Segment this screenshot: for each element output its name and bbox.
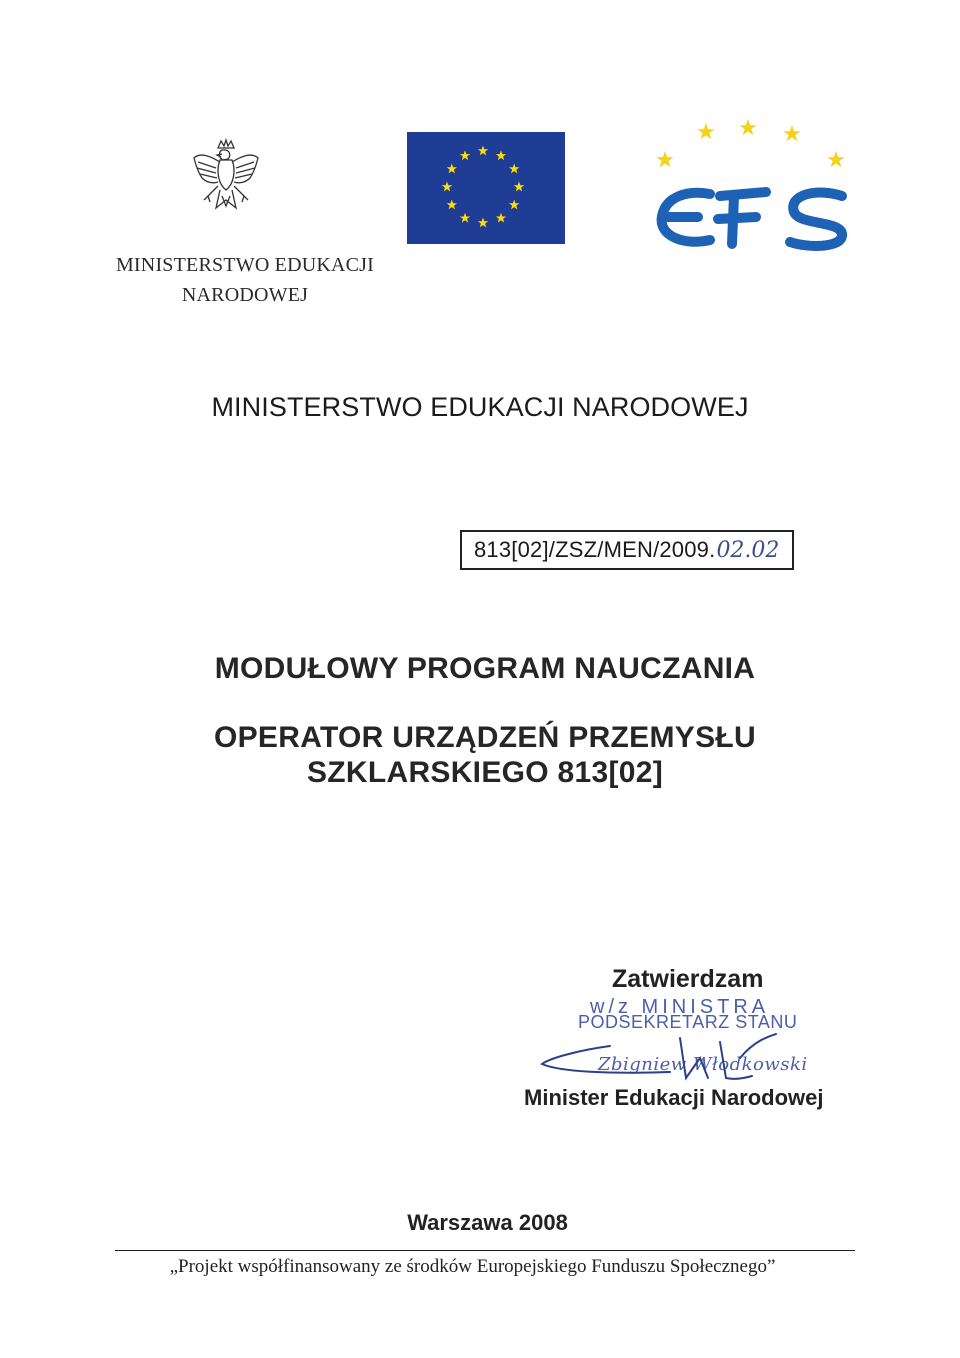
profession-title-line2: SZKLARSKIEGO 813[02] — [306, 756, 664, 789]
doc-number-box — [460, 530, 794, 570]
footer-divider — [115, 1250, 855, 1251]
program-title: MODUŁOWY PROGRAM NAUCZANIA — [214, 652, 756, 685]
approval-label: Zatwierdzam — [612, 965, 764, 993]
ministry-logo-text — [100, 250, 390, 310]
profession-title-line1: OPERATOR URZĄDZEŃ PRZEMYSŁU — [213, 721, 756, 754]
signature-icon — [530, 1028, 780, 1088]
footer-note: „Projekt współfinansowany ze środków Europejskiego Funduszu Społecznego” — [169, 1256, 776, 1277]
stamp-name: Zbigniew Włodkowski — [598, 1054, 808, 1075]
stamp-line1: w/z MINISTRA — [590, 996, 770, 1018]
eu-flag-icon — [407, 132, 565, 244]
efs-logo-text: EFS — [648, 112, 650, 113]
ministry-title: MINISTERSTWO EDUKACJI NARODOWEJ — [211, 392, 749, 422]
place-year: Warszawa 2008 — [407, 1210, 568, 1235]
polish-eagle-emblem-icon — [188, 138, 264, 220]
doc-number-handwritten: 02.02 — [716, 537, 780, 563]
ministry-logo-line2: NARODOWEJ — [181, 284, 309, 306]
stamp-line2: PODSEKRETARZ STANU — [578, 1012, 798, 1032]
doc-number: 813[02]/ZSZ/MEN/2009. — [474, 537, 716, 562]
ministry-logo-line1: MINISTERSTWO EDUKACJI — [115, 254, 375, 276]
minister-title: Minister Edukacji Narodowej — [524, 1085, 824, 1110]
efs-logo-icon — [648, 112, 860, 262]
eu-stars-icon — [407, 132, 565, 244]
